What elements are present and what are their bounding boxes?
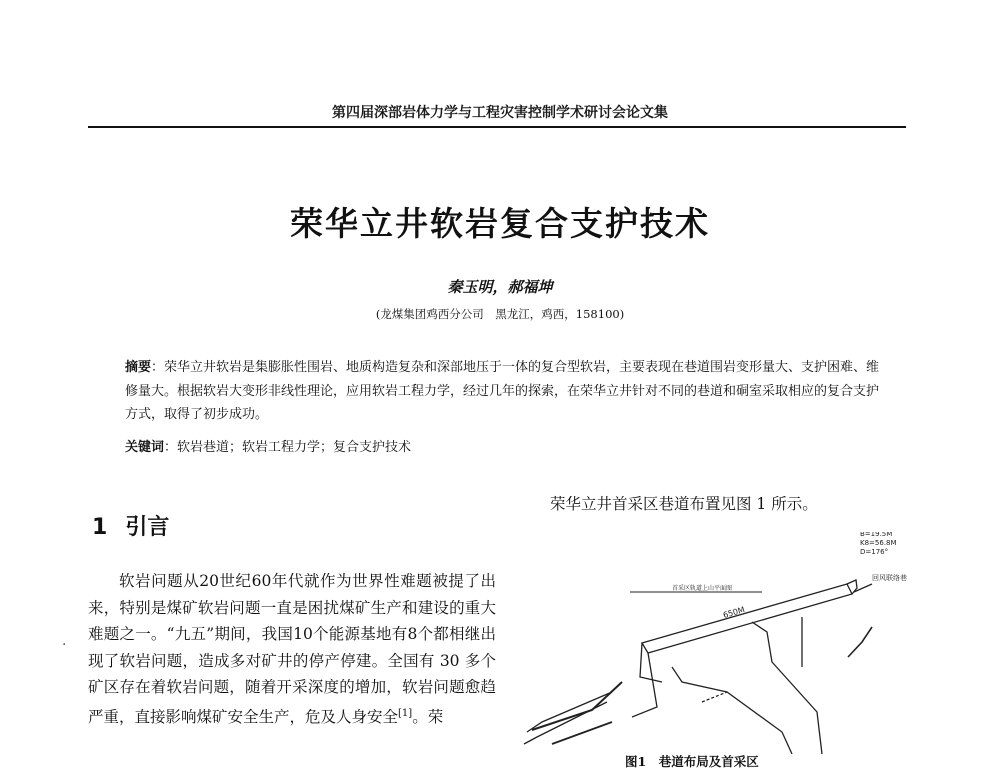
lower-mid-tunnel <box>672 667 792 754</box>
label-top-text: 首采区轨道上山平面图 <box>672 585 733 592</box>
keywords <box>125 436 880 455</box>
body-text: 软岩问题从20世纪60年代就作为世界性难题被提了出来，特别是煤矿软岩问题一直是困扰煤矿生产和建设的重大难题之一。“九五”期间，我国10个能源基地有8个都相继出现了软岩问题，造成多对矿井的停产停建。全国有 30 多个矿区存在着软岩问题，随着开采深度的增加，软岩问题愈趋严重，直接影响煤矿安全生产，危及人身安全 <box>88 572 496 726</box>
keywords-label: 关键词 <box>125 440 165 455</box>
label-650: 650M <box>722 605 746 620</box>
figure-intro-text: 荣华立井首采区巷道布置见图 1 所示。 <box>550 495 818 513</box>
main-roadway <box>642 584 852 653</box>
authors: 秦玉明，郝福坤 <box>447 278 553 296</box>
label-fan: 回风联络巷 <box>872 574 907 582</box>
param-d: D=176° <box>860 548 889 556</box>
section-title: 引言 <box>125 515 170 540</box>
section-heading <box>92 510 169 541</box>
param-k8: K8=56.8M <box>860 539 897 547</box>
abstract-text: ：荣华立井软岩是集膨胀性围岩、地质构造复杂和深部地压于一体的复合型软岩，主要表现在巷道围岩变形量大、支护困难、维修量大。根据软岩大变形非线性理论，应用软岩工程力学，经过几年的探索，在荣华立井针对不同的巷道和硐室采取相应的复合支护方式，取得了初步成功。 <box>125 360 880 422</box>
abstract <box>125 356 880 427</box>
body-paragraph <box>88 568 496 730</box>
section-number: 1 <box>92 515 108 540</box>
dashed-link <box>702 692 727 702</box>
fault-line <box>848 627 872 657</box>
param-b: B=19.5M <box>860 532 893 538</box>
citation-ref: [1] <box>398 707 413 719</box>
branch-left <box>632 653 657 717</box>
roadway-diagram <box>512 532 922 754</box>
stray-mark: · <box>62 637 67 653</box>
paper-title: 荣华立井软岩复合支护技术 <box>290 204 710 243</box>
proceedings-header: 第四届深部岩体力学与工程灾害控制学术研讨会论文集 <box>332 105 668 121</box>
affiliation: (龙煤集团鸡西分公司 黑龙江，鸡西，158100) <box>375 307 625 321</box>
abstract-label: 摘要 <box>125 360 152 375</box>
right-branch <box>752 622 822 754</box>
branch-upper-left <box>640 643 662 682</box>
body-tail: 。荣 <box>412 707 444 726</box>
header-rule <box>88 126 906 128</box>
roadway-layout-figure <box>512 532 922 754</box>
figure-caption: 图1 巷道布局及首采区 <box>625 754 759 769</box>
keywords-text: ：软岩巷道；软岩工程力学；复合支护技术 <box>164 440 412 455</box>
